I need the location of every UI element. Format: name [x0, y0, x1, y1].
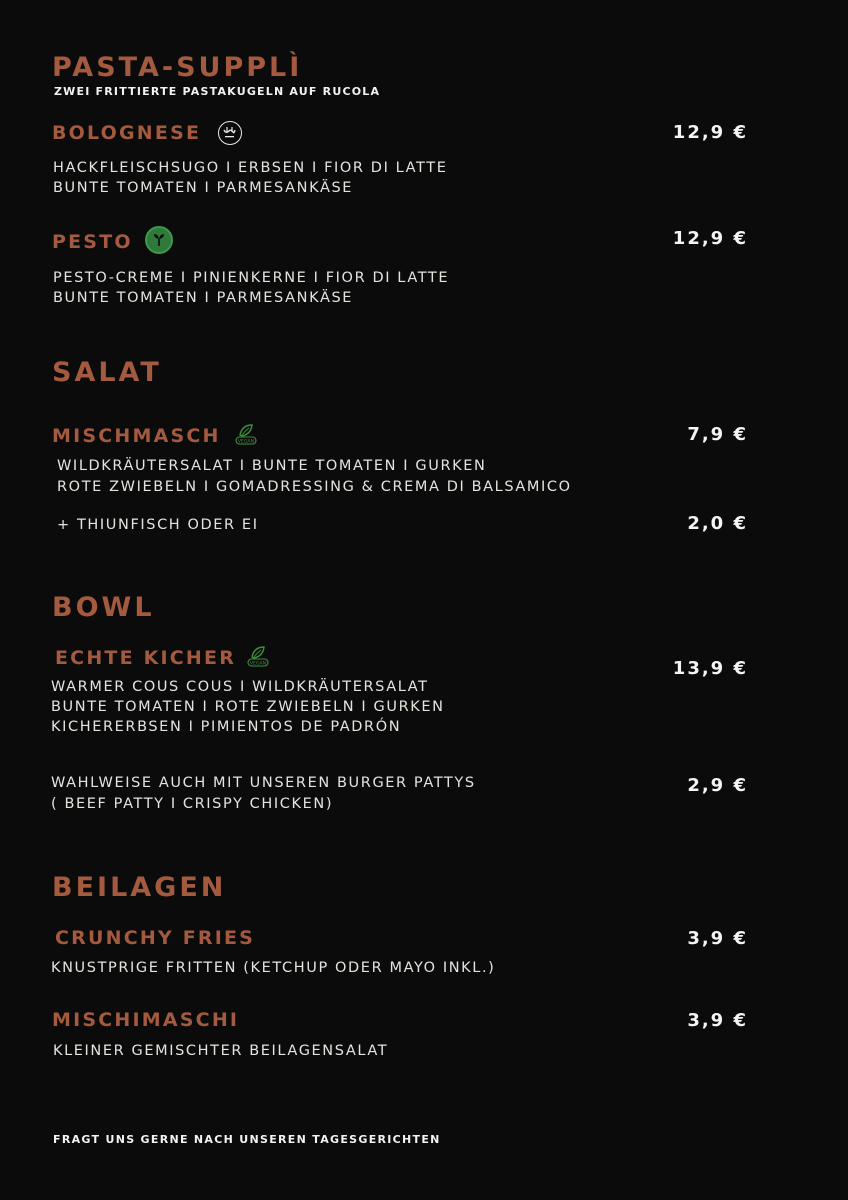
svg-text:VEGAN: VEGAN [237, 439, 255, 445]
extra-topping-price: 2,0 € [687, 513, 748, 534]
section-subtitle-pasta: ZWEI FRITTIERTE PASTAKUGELN AUF RUCOLA [54, 85, 381, 98]
section-title-bowl: BOWL [52, 592, 155, 623]
price-bolognese: 12,9 € [672, 122, 748, 143]
section-title-salat: SALAT [52, 357, 162, 388]
halal-icon [218, 121, 242, 145]
price-mischmasch: 7,9 € [687, 424, 748, 445]
price-pesto: 12,9 € [672, 228, 748, 249]
item-name-mischmasch: MISCHMASCH [52, 425, 221, 447]
extra-patty-line-2: ( BEEF PATTY I CRISPY CHICKEN) [51, 796, 334, 812]
extra-patty-line-1: WAHLWEISE AUCH MIT UNSEREN BURGER PATTYS [51, 775, 476, 791]
item-desc-mischmasch-line-2: ROTE ZWIEBELN I GOMADRESSING & CREMA DI BALSAMICO [57, 479, 572, 495]
item-desc-bolognese-line-2: BUNTE TOMATEN I PARMESANKÄSE [53, 180, 354, 196]
svg-text:VEGAN: VEGAN [249, 661, 267, 667]
item-desc-echte-kicher-line-3: KICHERERBSEN I PIMIENTOS DE PADRÓN [51, 719, 402, 735]
vegetarian-icon [145, 226, 173, 254]
extra-patty-price: 2,9 € [687, 775, 748, 796]
item-desc-echte-kicher-line-2: BUNTE TOMATEN I ROTE ZWIEBELN I GURKEN [51, 699, 445, 715]
footer-note: FRAGT UNS GERNE NACH UNSEREN TAGESGERICHTEN [53, 1133, 441, 1146]
item-name-echte-kicher: ECHTE KICHER [55, 647, 237, 669]
section-title-beilagen: BEILAGEN [52, 872, 227, 903]
item-desc-echte-kicher-line-1: WARMER COUS COUS I WILDKRÄUTERSALAT [51, 679, 429, 695]
section-title-pasta: PASTA-SUPPLÌ [52, 52, 303, 83]
item-desc-bolognese-line-1: HACKFLEISCHSUGO I ERBSEN I FIOR DI LATTE [53, 160, 448, 176]
item-desc-crunchy-fries: KNUSTPRIGE FRITTEN (KETCHUP ODER MAYO INKL.) [51, 960, 496, 976]
price-crunchy-fries: 3,9 € [687, 928, 748, 949]
item-name-crunchy-fries: CRUNCHY FRIES [55, 927, 256, 949]
item-desc-pesto-line-1: PESTO-CREME I PINIENKERNE I FIOR DI LATTE [53, 270, 450, 286]
price-mischimaschi: 3,9 € [687, 1010, 748, 1031]
item-desc-mischimaschi: KLEINER GEMISCHTER BEILAGENSALAT [53, 1043, 389, 1059]
vegan-icon [233, 421, 259, 447]
item-name-mischimaschi: MISCHIMASCHI [52, 1009, 240, 1031]
item-desc-pesto-line-2: BUNTE TOMATEN I PARMESANKÄSE [53, 290, 354, 306]
item-name-bolognese: BOLOGNESE [52, 122, 202, 144]
item-name-pesto: PESTO [52, 231, 133, 253]
vegan-icon [245, 643, 271, 669]
item-desc-mischmasch-line-1: WILDKRÄUTERSALAT I BUNTE TOMATEN I GURKEN [57, 458, 487, 474]
price-echte-kicher: 13,9 € [672, 658, 748, 679]
extra-topping-label: + THIUNFISCH ODER EI [57, 517, 259, 533]
